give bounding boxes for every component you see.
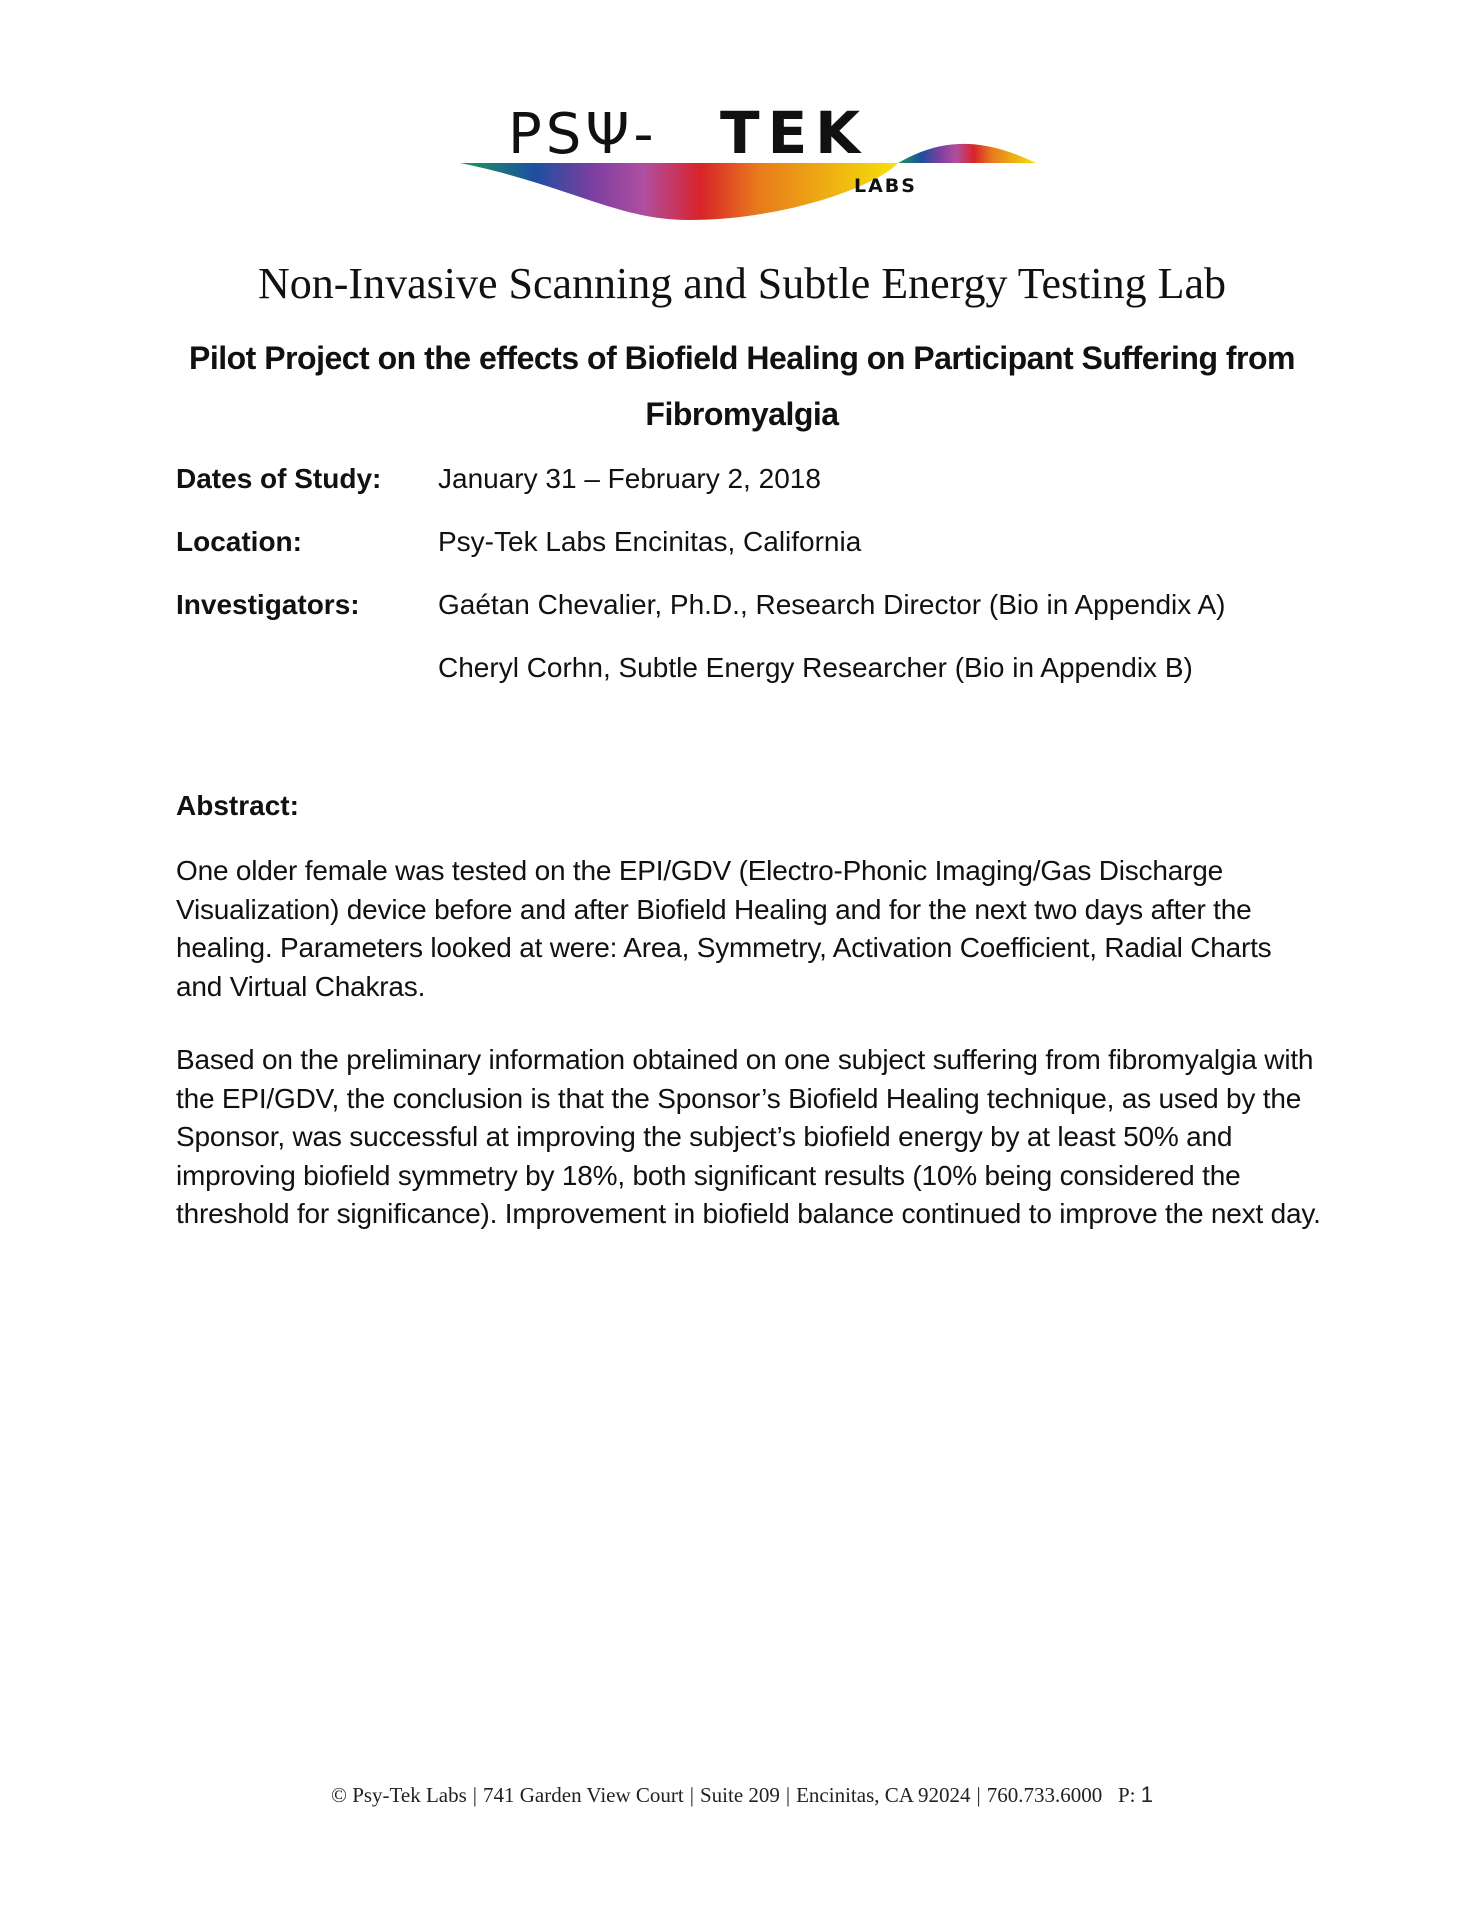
page-number: 1	[1140, 1782, 1154, 1807]
logo-wave-upper	[898, 144, 1036, 163]
lab-title: Non-Invasive Scanning and Subtle Energy Testing Lab	[258, 259, 1226, 308]
logo-wave-lower	[460, 163, 898, 220]
investigators-row	[176, 589, 1226, 652]
footer-city: Encinitas, CA 92024	[796, 1783, 971, 1807]
location-row	[176, 526, 1226, 589]
dates-value: January 31 – February 2, 2018	[438, 463, 821, 494]
investigators-row-2	[176, 652, 1226, 715]
project-title: Pilot Project on the effects of Biofield Healing on Participant Suffering from Fibromyalgia	[189, 340, 1295, 432]
page-label: P:	[1118, 1783, 1136, 1807]
footer-phone: 760.733.6000	[986, 1783, 1103, 1807]
location-label: Location:	[176, 526, 302, 557]
logo-brand-suffix: TEK	[720, 99, 869, 167]
dates-row	[176, 463, 1226, 526]
investigator-2: Cheryl Corhn, Subtle Energy Researcher (Bio in Appendix B)	[438, 652, 1193, 683]
psy-tek-logo	[458, 95, 1038, 225]
logo-labs: LABS	[854, 175, 917, 197]
footer-suite: Suite 209	[699, 1783, 780, 1807]
investigators-label: Investigators:	[176, 589, 360, 620]
footer-address: 741 Garden View Court	[483, 1783, 684, 1807]
location-value: Psy-Tek Labs Encinitas, California	[438, 526, 862, 557]
footer-copyright: © Psy-Tek Labs	[330, 1783, 467, 1807]
study-meta	[176, 463, 1226, 715]
abstract-paragraph-1: One older female was tested on the EPI/GDV (Electro-Phonic Imaging/Gas Discharge Visualization) device before and after Biofield Healing and for the next two days after the healing. Parameters looked at were: Area, Symmetry, Activation Coefficient, Radial Charts and Virtual Chakras.	[176, 855, 1272, 1002]
page-footer: © Psy-Tek Labs | 741 Garden View Court | Suite 209 | Encinitas, CA 92024 | 760.733.6000 P: 1	[330, 1782, 1154, 1807]
investigator-1: Gaétan Chevalier, Ph.D., Research Director (Bio in Appendix A)	[438, 589, 1226, 620]
abstract-paragraph-2: Based on the preliminary information obtained on one subject suffering from fibromyalgia with the EPI/GDV, the conclusion is that the Sponsor’s Biofield Healing technique, as used by the Sponsor, was successful at improving the subject’s biofield energy by at least 50% and improving biofield symmetry by 18%, both significant results (10% being considered the threshold for significance). Improvement in biofield balance continued to improve the next day.	[176, 1044, 1321, 1229]
abstract-heading: Abstract:	[176, 790, 299, 821]
dates-label: Dates of Study:	[176, 463, 382, 494]
logo-brand-prefix: PSΨ-	[508, 102, 658, 167]
